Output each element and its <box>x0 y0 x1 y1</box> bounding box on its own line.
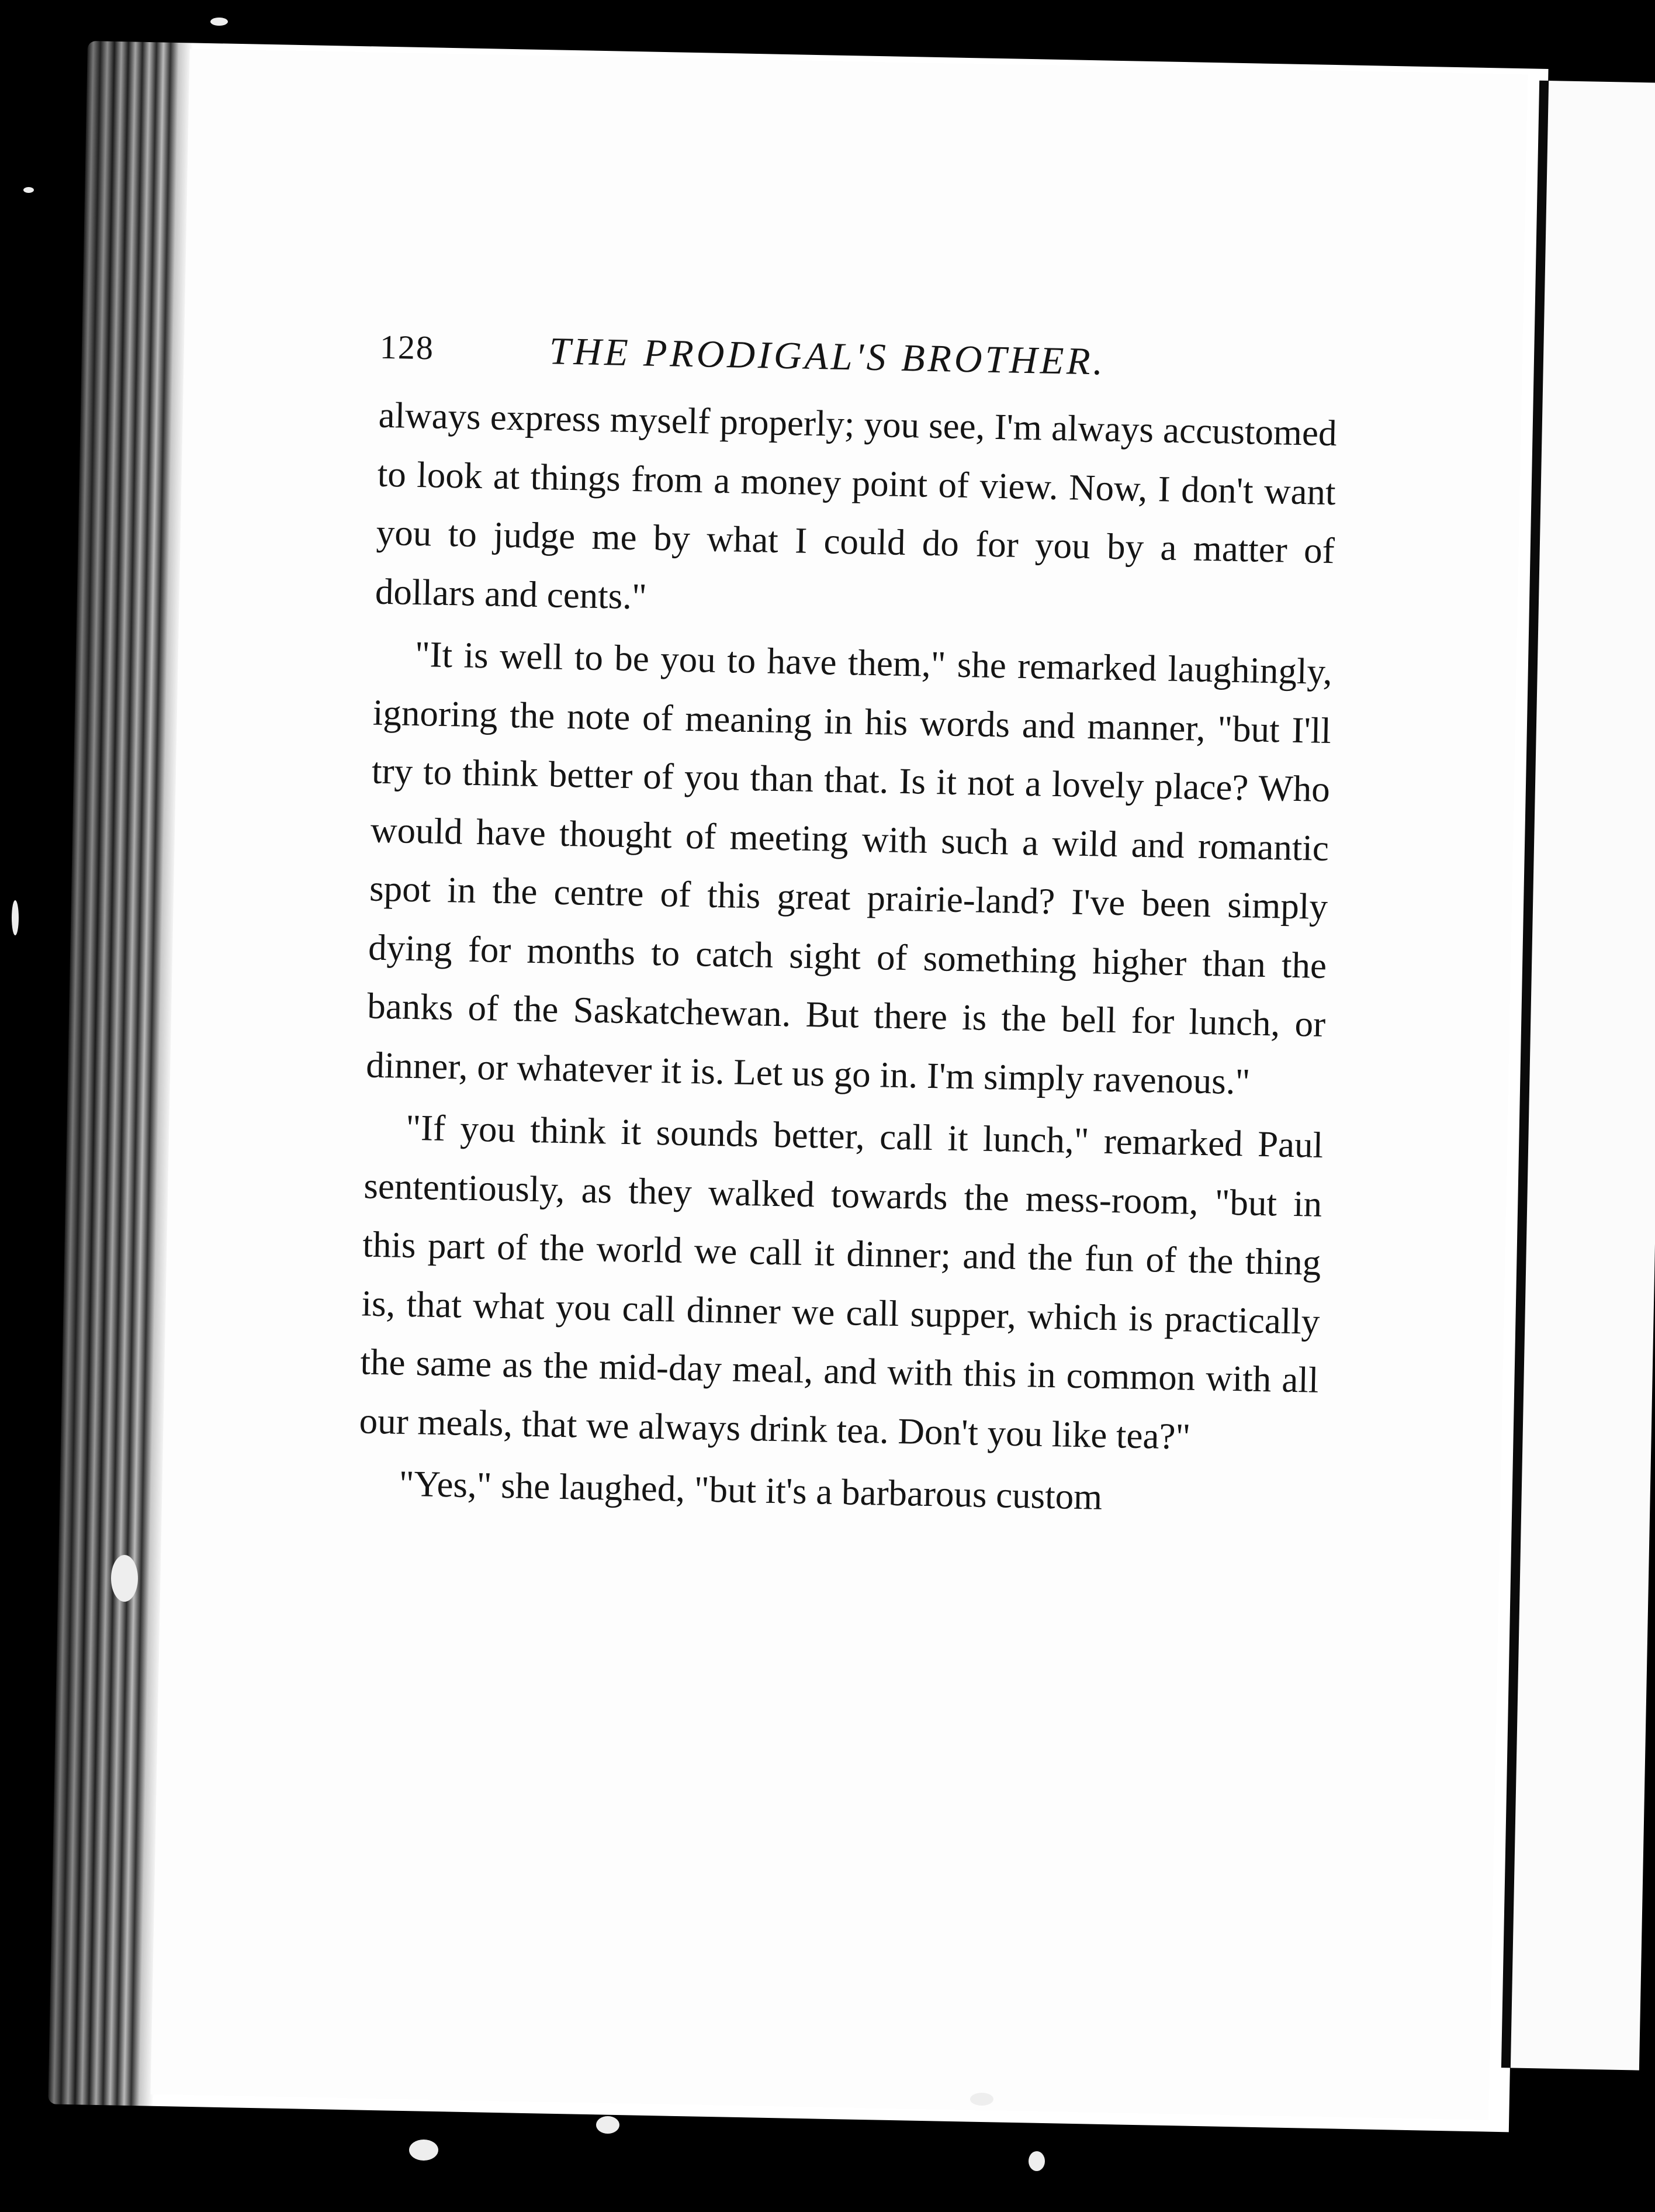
body-text <box>358 386 1338 1531</box>
dust-speck <box>111 1555 138 1602</box>
open-book <box>48 41 1606 2133</box>
running-title: THE PRODIGAL'S BROTHER. <box>549 330 1106 383</box>
dust-speck <box>596 2116 619 2134</box>
paragraph: "It is well to be you to have them," she remarked laughingly, ignoring the note of meaning in his words and manner, "but I'll try to think better of you than that. Is it not a lovely place? Who would have thought of meeting with such a wild and romantic spot in the centre of this great prairie-land? I've been simply dying for months to catch sight of something higher than the banks of the Saskatchewan. But there is the bell for lunch, or dinner, or whatever it is. Let us go in. I'm simply ravenous." <box>365 633 1333 1102</box>
book-page <box>151 49 1528 2120</box>
paragraph: always express myself properly; you see, I'm always accustomed to look at things from a money point of view. Now, I don't want you to judge me by what I could do for you by a matter of dollars and cents." <box>375 394 1338 617</box>
page-text-area <box>358 310 1339 1534</box>
dust-speck <box>23 187 34 193</box>
dust-speck <box>12 900 19 935</box>
dust-speck <box>409 2140 438 2161</box>
dust-speck <box>210 18 228 26</box>
dust-speck <box>1029 2151 1045 2171</box>
paragraph: "If you think it sounds better, call it lunch," remarked Paul sententiously, as they walked towards the mess-room, "but in this part of the world we call it dinner; and the fun of the thing is, that what you call dinner we call supper, which is practically the same as the mid-day meal, and with this in common with all our meals, that we always drink tea. Don't you like tea?" <box>359 1107 1324 1457</box>
dust-speck <box>970 2093 993 2106</box>
paragraph: "Yes," she laughed, "but it's a barbarous custom <box>399 1463 1103 1518</box>
page-number: 128 <box>379 327 435 367</box>
